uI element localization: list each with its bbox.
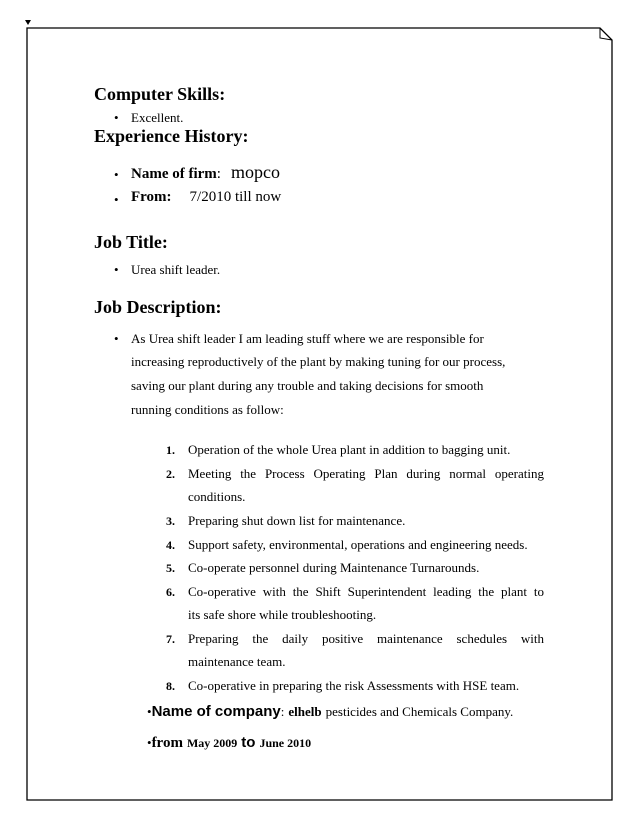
job-title-heading: Job Title: bbox=[94, 232, 168, 252]
job-title-item: Urea shift leader. bbox=[131, 262, 221, 277]
list-number: 3. bbox=[166, 514, 175, 528]
list-item: Preparing shut down list for maintenance. bbox=[188, 513, 406, 528]
computer-skills-item: Excellent. bbox=[131, 110, 184, 125]
list-number: 7. bbox=[166, 632, 175, 646]
firm-line bbox=[131, 162, 280, 183]
list-number: 5. bbox=[166, 561, 175, 575]
computer-skills-heading: Computer Skills: bbox=[94, 84, 226, 104]
bullet-icon: • bbox=[114, 262, 119, 277]
firm-colon: : bbox=[216, 166, 221, 182]
list-item-continued: conditions. bbox=[188, 489, 246, 504]
from-word: from bbox=[151, 735, 183, 751]
from-label: From: bbox=[131, 189, 172, 205]
company-colon: : bbox=[280, 704, 285, 719]
firm-value: mopco bbox=[230, 162, 280, 182]
list-item: Co-operative with the Shift Superintendent leading the plant to bbox=[188, 584, 544, 599]
list-item: Operation of the whole Urea plant in addition to bagging unit. bbox=[188, 442, 511, 457]
list-number: 1. bbox=[166, 443, 175, 457]
intro-line: As Urea shift leader I am leading stuff where we are responsible for bbox=[131, 331, 484, 346]
bullet-icon: • bbox=[114, 167, 119, 182]
from-date: May 2009 bbox=[186, 736, 238, 750]
list-number: 4. bbox=[166, 538, 175, 552]
list-item-continued: its safe shore while troubleshooting. bbox=[188, 607, 377, 622]
intro-line: saving our plant during any trouble and taking decisions for smooth bbox=[131, 378, 484, 393]
company-rest: pesticides and Chemicals Company. bbox=[325, 704, 514, 719]
bullet-icon: • bbox=[114, 110, 119, 125]
list-item: Meeting the Process Operating Plan during normal operating bbox=[188, 466, 544, 481]
job-description-heading: Job Description: bbox=[94, 297, 222, 317]
list-number: 6. bbox=[166, 585, 175, 599]
list-number: 2. bbox=[166, 467, 175, 481]
company-dates-line bbox=[147, 734, 311, 752]
bullet-icon: • bbox=[147, 704, 152, 719]
list-item: Co-operate personnel during Maintenance Turnarounds. bbox=[188, 560, 480, 575]
intro-line: running conditions as follow: bbox=[131, 402, 284, 417]
list-item: Co-operative in preparing the risk Assessments with HSE team. bbox=[188, 678, 520, 693]
to-date: June 2010 bbox=[259, 736, 312, 750]
bullet-icon: • bbox=[147, 735, 152, 750]
company-line bbox=[147, 703, 513, 721]
firm-label: Name of firm bbox=[131, 166, 217, 182]
list-item-continued: maintenance team. bbox=[188, 654, 286, 669]
intro-line: increasing reproductively of the plant by making tuning for our process, bbox=[131, 354, 506, 369]
bullet-icon: • bbox=[114, 331, 119, 346]
to-word: to bbox=[241, 734, 256, 751]
from-value: 7/2010 till now bbox=[189, 189, 282, 205]
list-item: Support safety, environmental, operations and engineering needs. bbox=[188, 537, 528, 552]
experience-history-heading: Experience History: bbox=[94, 126, 249, 146]
company-label: Name of company bbox=[151, 703, 281, 720]
from-line bbox=[131, 189, 281, 206]
bullet-icon: • bbox=[114, 192, 119, 207]
list-item: Preparing the daily positive maintenance schedules with bbox=[188, 631, 544, 646]
list-number: 8. bbox=[166, 679, 175, 693]
company-name: elhelb bbox=[288, 704, 322, 719]
